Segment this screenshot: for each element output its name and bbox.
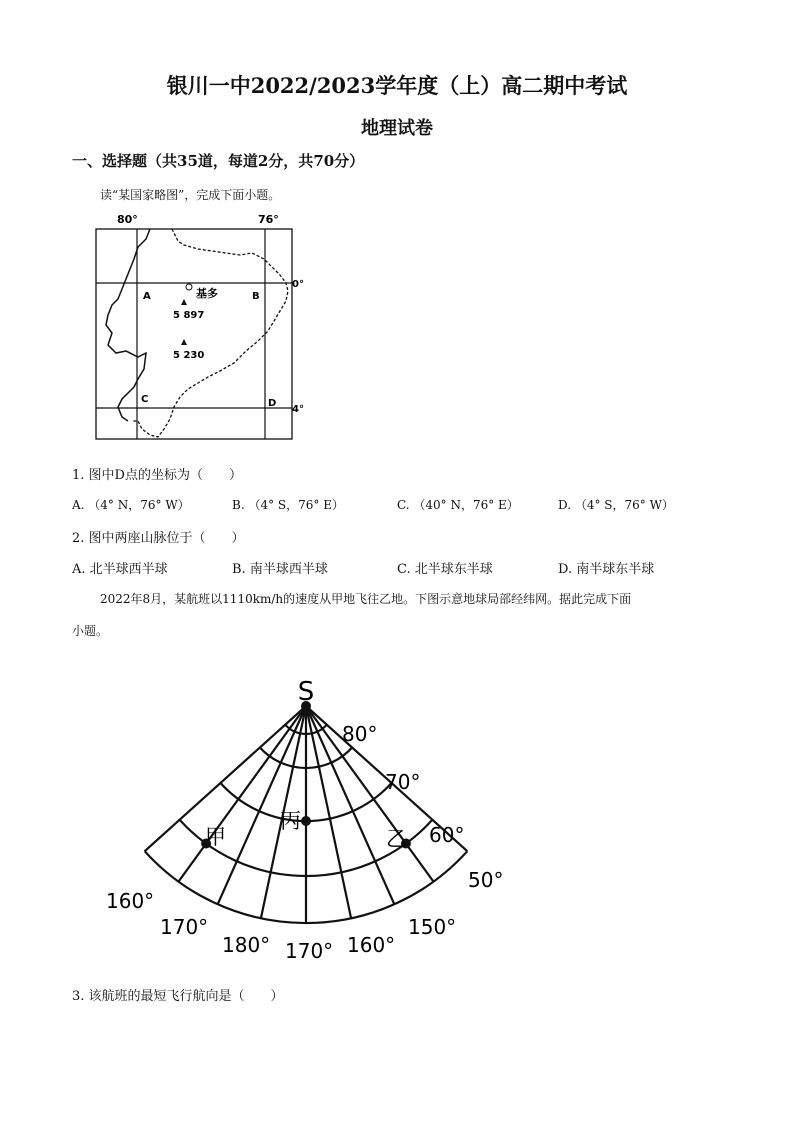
peak2-label: 5 230 (173, 350, 205, 361)
section-heading: 一、选择题（共35道，每道2分，共70分） (72, 152, 365, 170)
graticule-lines (145, 706, 468, 923)
lon-left-label: 80° (117, 213, 138, 226)
q2-option-c[interactable]: C. 北半球东半球 (397, 562, 493, 577)
lat-50-label: 50° (468, 868, 504, 892)
q3-stem: 3. 该航班的最短飞行航向是（ ） (72, 989, 284, 1004)
peak1-icon (181, 299, 187, 305)
passage-line-2: 小题。 (72, 624, 109, 638)
page-subtitle: 地理试卷 (361, 118, 433, 139)
lat-80-label: 80° (342, 722, 378, 746)
q2-stem: 2. 图中两座山脉位于（ ） (72, 531, 245, 546)
lon-right-label: 76° (258, 213, 279, 226)
lat-top-label: 0° (292, 279, 304, 290)
city-label: 基多 (196, 287, 218, 300)
q2-option-b[interactable]: B. 南半球西半球 (232, 562, 328, 577)
q2-option-a[interactable]: A. 北半球西半球 (72, 562, 168, 577)
point-bing-label: 丙 (280, 809, 301, 833)
q2-option-d[interactable]: D. 南半球东半球 (558, 562, 655, 577)
q1-option-b[interactable]: B. （4° S，76° E） (232, 498, 344, 512)
point-yi-label: 乙 (386, 827, 407, 851)
peak1-label: 5 897 (173, 310, 205, 321)
q1-stem: 1. 图中D点的坐标为（ ） (72, 468, 242, 483)
lat-bottom-label: 4° (292, 404, 304, 415)
map1-intro: 读“某国家略图”，完成下面小题。 (100, 188, 281, 202)
point-jia-label: 甲 (205, 825, 226, 849)
passage-line-1: 2022年8月，某航班以1110km/h的速度从甲地飞往乙地。下图示意地球局部经纬网。据此完成下面 (100, 592, 632, 606)
city-marker (186, 284, 192, 290)
point-b-label: B (252, 291, 260, 302)
peak2-icon (181, 339, 187, 345)
lon-label-180: 180° (222, 933, 271, 957)
lat-70-label: 70° (385, 770, 421, 794)
graticule-diagram (100, 670, 520, 970)
q1-option-d[interactable]: D. （4° S，76° W） (558, 498, 674, 512)
lon-label-170w: 170° (160, 915, 209, 939)
point-a-label: A (143, 291, 151, 302)
lat-60-label: 60° (429, 823, 465, 847)
country-map (88, 207, 318, 445)
coastline (106, 229, 150, 421)
page-title: 银川一中2022/2023学年度（上）高二期中考试 (166, 73, 628, 98)
point-d-label: D (268, 398, 277, 409)
pole-label: S (297, 677, 315, 707)
lon-label-160e: 160° (347, 933, 396, 957)
q1-option-c[interactable]: C. （40° N，76° E） (397, 498, 519, 512)
lon-label-160w: 160° (106, 889, 155, 913)
q1-option-a[interactable]: A. （4° N，76° W） (72, 498, 190, 512)
lon-label-170e: 170° (285, 939, 334, 963)
point-bing (301, 816, 311, 826)
lon-label-150e: 150° (408, 915, 457, 939)
point-c-label: C (141, 394, 149, 405)
